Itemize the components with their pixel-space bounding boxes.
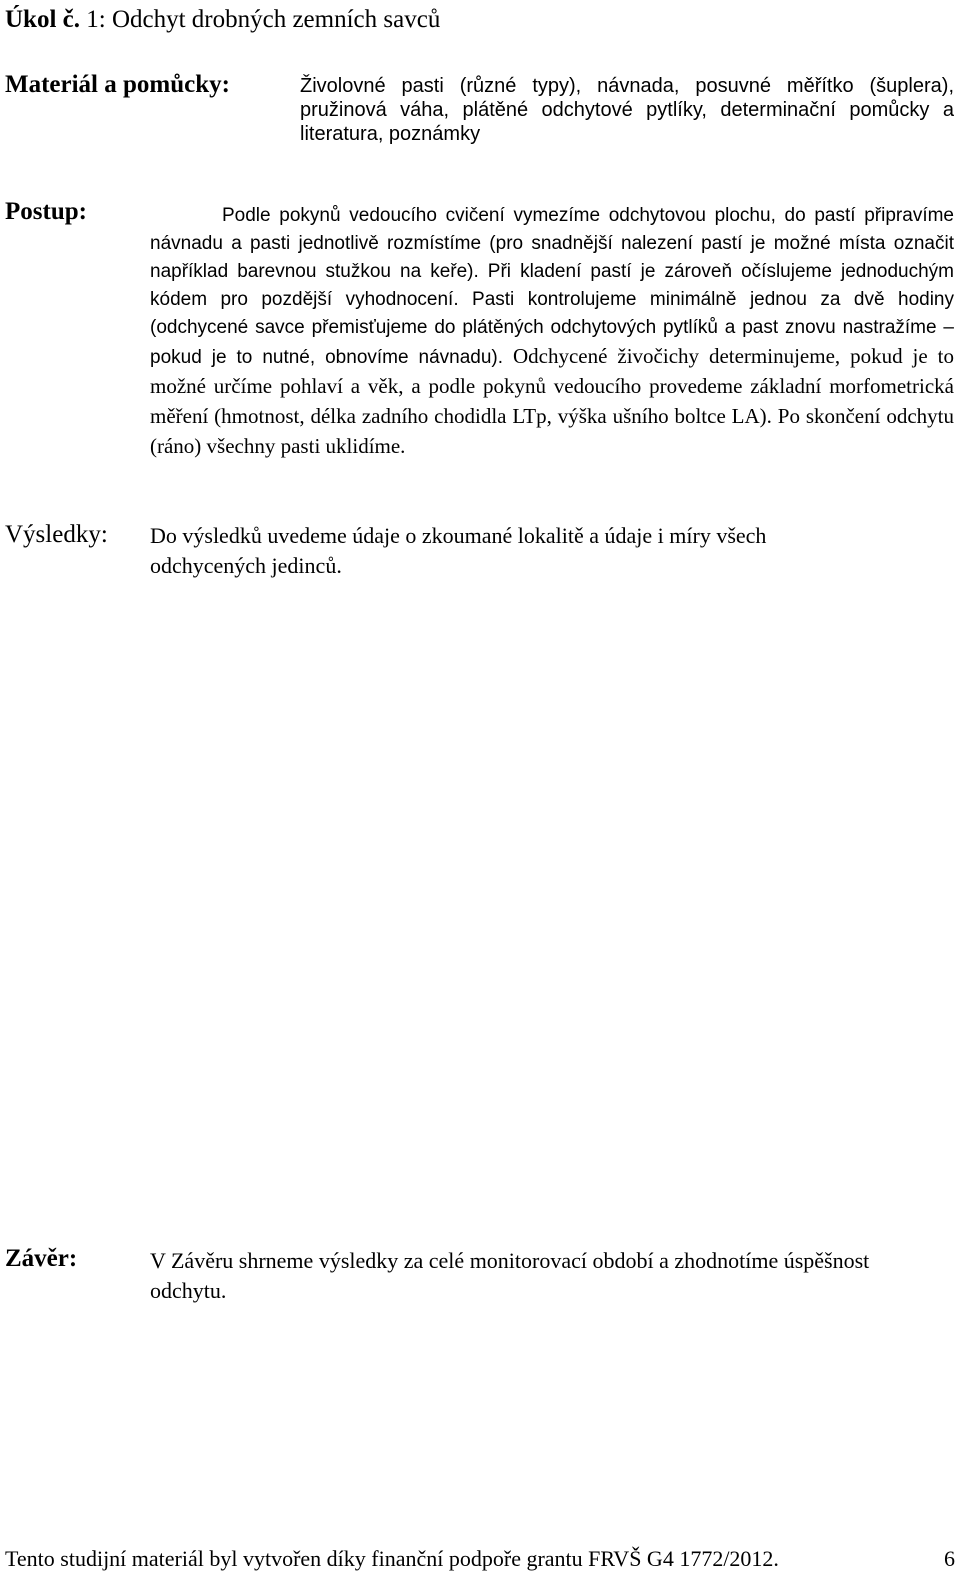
material-text: Živolovné pasti (různé typy), návnada, posuvné měřítko (šuplera), pružinová váha, plátěné odchytové pytlíky, determinační pomůcky a literatura, poznámky (300, 75, 954, 145)
footer-text: Tento studijní materiál byl vytvořen díky finanční podpoře grantu FRVŠ G4 1772/2012. (5, 1546, 779, 1571)
conclusion-text: V Závěru shrneme výsledky za celé monitorovací období a zhodnotíme úspěšnost odchytu. (150, 1248, 870, 1303)
results-label: Výsledky: (5, 521, 108, 548)
procedure-part1: Podle pokynů vedoucího cvičení vymezíme odchytovou plochu, do pastí připravíme návnadu a pasti jednotlivě rozmístíme (pro snadnější nalezení pastí je možné místa označit například barevnou stužkou na keře). Při kladení pastí je zároveň očíslujeme jednoduchým kódem pro pozdější vyhodnocení. Pasti kontrolujeme minimálně jednou za dvě hodiny (odchycené savce přemisťujeme do plátěných odchytových pytlíků a past znovu nastražíme – pokud je to nutné, obnovíme návnadu). (150, 205, 954, 368)
procedure-label: Postup: (5, 198, 87, 225)
footer (5, 1544, 955, 1574)
procedure-text (150, 202, 954, 462)
procedure-part2: Odchycené živočichy determinujeme, pokud je to možné určíme pohlaví a věk, a podle pokynů vedoucího provedeme základní morfometrická měření (hmotnost, délka zadního chodidla LTp, výška ušního boltce LA). Po skončení odchytu (ráno) všechny pasti uklidíme. (150, 344, 954, 458)
page-title (5, 4, 440, 36)
conclusion-label: Závěr: (5, 1245, 78, 1272)
page-number: 6 (944, 1546, 955, 1571)
title-rest: 1: Odchyt drobných zemních savců (80, 6, 441, 33)
results-text: Do výsledků uvedeme údaje o zkoumané lokalitě a údaje i míry všech odchycených jedinců. (150, 523, 767, 578)
material-label: Materiál a pomůcky: (5, 71, 230, 98)
title-lead: Úkol č. (5, 6, 80, 33)
